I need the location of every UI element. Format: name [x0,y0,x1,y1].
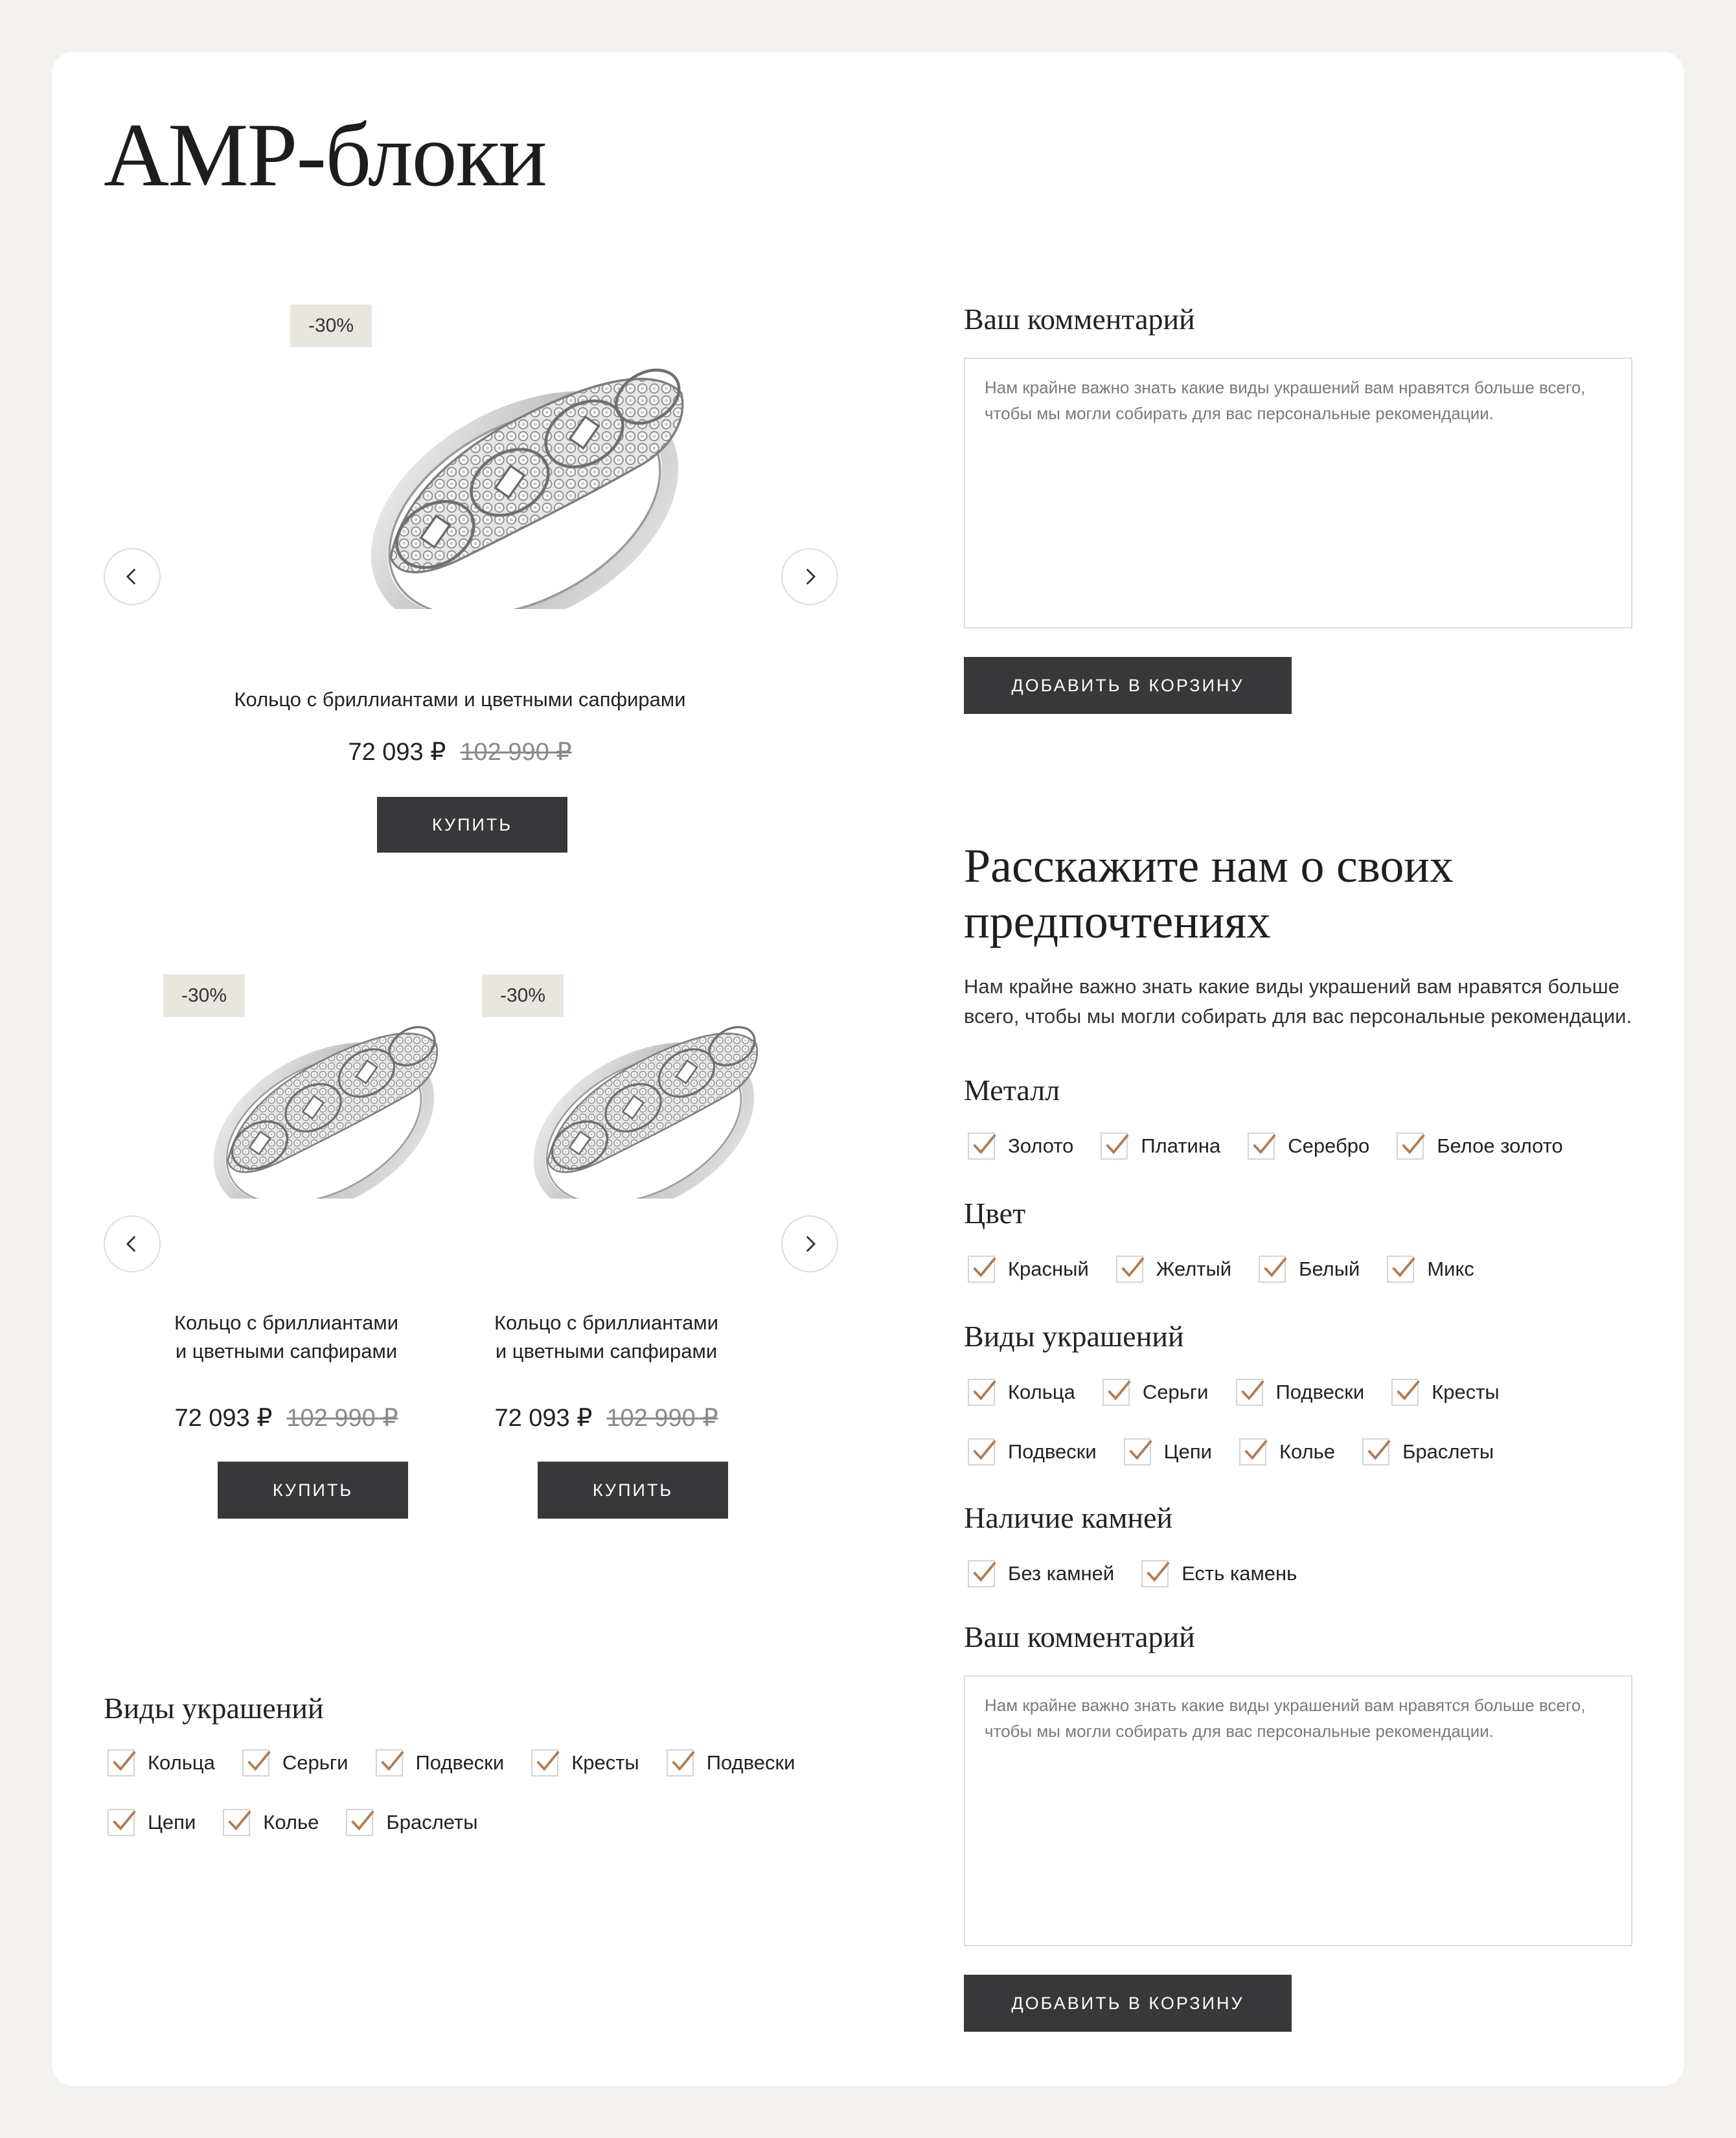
check-icon [969,1436,999,1466]
discount-badge: -30% [290,305,372,347]
metal-options [968,1132,1590,1160]
carousel-next-button[interactable] [781,548,838,605]
checkbox-option[interactable] [968,1132,1073,1160]
checkbox-option[interactable] [1124,1438,1212,1466]
check-icon [244,1747,273,1776]
buy-button[interactable]: КУПИТЬ [377,797,567,853]
filter-row [108,1809,505,1836]
carousel-prev-button[interactable] [104,548,161,605]
checkbox[interactable] [1391,1379,1419,1406]
product-title[interactable]: Кольцо с бриллиантами и цветными сапфирами [234,688,686,711]
types-options [968,1438,1521,1466]
checkbox-option[interactable] [376,1749,505,1776]
checkbox-label: Серьги [1142,1381,1209,1403]
checkbox-label: Без камней [1008,1562,1115,1585]
checkbox-option[interactable] [1102,1379,1209,1406]
check-icon [1249,1130,1279,1160]
checkbox-option[interactable] [1101,1132,1220,1160]
check-icon [377,1747,407,1776]
price-current: 72 093 ₽ [348,739,446,766]
checkbox-label: Подвески [706,1751,795,1774]
checkbox[interactable] [1239,1438,1266,1466]
checkbox-label: Подвески [1008,1440,1097,1463]
check-icon [1364,1436,1393,1466]
checkbox[interactable] [968,1256,995,1283]
checkbox-option[interactable] [1248,1132,1369,1160]
check-icon [532,1747,562,1776]
checkbox[interactable] [968,1438,995,1466]
preferences-description [964,972,1632,1031]
add-to-cart-button[interactable]: ДОБАВИТЬ В КОРЗИНУ [964,657,1292,714]
check-icon [668,1747,698,1776]
checkbox-label: Цепи [148,1811,196,1833]
checkbox[interactable] [242,1749,269,1776]
checkbox-option[interactable] [1387,1256,1474,1283]
metal-heading: Металл [964,1074,1060,1107]
check-icon [1125,1436,1155,1466]
ring-image[interactable] [330,311,719,609]
checkbox-option[interactable] [531,1749,639,1776]
checkbox[interactable] [1141,1560,1169,1587]
carousel-next-button[interactable] [781,1215,838,1272]
checkbox[interactable] [1397,1132,1424,1160]
checkbox-option[interactable] [1362,1438,1494,1466]
price [477,1403,736,1432]
check-icon [1104,1376,1134,1406]
checkbox-label: Красный [1008,1258,1089,1280]
comment-textarea[interactable] [964,1675,1632,1946]
checkbox[interactable] [1387,1256,1414,1283]
checkbox-label: Желтый [1156,1258,1232,1280]
types-options [968,1379,1527,1406]
checkbox-label: Браслеты [386,1811,478,1833]
checkbox-option[interactable] [1141,1560,1297,1587]
product-title[interactable] [157,1309,416,1366]
chevron-left-icon [121,1233,143,1255]
checkbox-label: Золото [1008,1134,1074,1157]
checkbox-label: Серебро [1288,1134,1370,1157]
price-current: 72 093 ₽ [174,1405,273,1432]
checkbox-option[interactable] [968,1379,1075,1406]
product-title-line: и цветными сапфирами [495,1340,718,1362]
product-title-line: и цветными сапфирами [175,1340,398,1362]
check-icon [1240,1436,1270,1466]
checkbox-option[interactable] [223,1809,319,1836]
check-icon [1102,1130,1132,1160]
checkbox[interactable] [1101,1132,1128,1160]
checkbox-option[interactable] [1116,1256,1231,1283]
checkbox-option[interactable] [1259,1256,1360,1283]
chevron-left-icon [121,566,143,588]
checkbox-label: Белое золото [1437,1134,1563,1157]
checkbox[interactable] [223,1809,250,1836]
check-icon [1237,1376,1267,1406]
checkbox-label: Подвески [415,1751,505,1774]
buy-button[interactable]: КУПИТЬ [538,1462,728,1519]
ring-image[interactable] [508,985,780,1199]
carousel-prev-button[interactable] [104,1215,161,1272]
price-old: 102 990 ₽ [286,1405,398,1432]
checkbox-option[interactable] [968,1438,1097,1466]
checkbox[interactable] [346,1809,373,1836]
check-icon [1388,1253,1418,1283]
checkbox[interactable] [1259,1256,1286,1283]
checkbox-option[interactable] [242,1749,348,1776]
check-icon [109,1806,139,1836]
check-icon [1117,1253,1147,1283]
chevron-right-icon [799,1233,821,1255]
check-icon [969,1376,999,1406]
checkbox[interactable] [531,1749,558,1776]
checkbox[interactable] [376,1749,403,1776]
description-line: Нам крайне важно знать какие виды украшений вам нравятся больше [964,975,1620,998]
price [157,1403,416,1432]
discount-badge: -30% [482,974,564,1017]
add-to-cart-button[interactable]: ДОБАВИТЬ В КОРЗИНУ [964,1975,1292,2032]
checkbox-option[interactable] [1236,1379,1365,1406]
color-options [968,1256,1502,1283]
content-card [52,52,1684,2086]
checkbox[interactable] [968,1560,995,1587]
chevron-right-icon [799,566,821,588]
checkbox-label: Микс [1427,1258,1474,1280]
preferences-heading-line: предпочтениях [964,895,1271,948]
checkbox[interactable] [968,1379,995,1406]
check-icon [1398,1130,1428,1160]
check-icon [969,1130,999,1160]
comment-textarea[interactable] [964,358,1632,628]
checkbox-option[interactable] [1391,1379,1500,1406]
checkbox-label: Белый [1299,1258,1360,1280]
checkbox-label: Цепи [1163,1440,1212,1463]
check-icon [969,1558,999,1587]
check-icon [109,1747,139,1776]
ring-image[interactable] [188,985,460,1199]
check-icon [1393,1376,1422,1406]
check-icon [1260,1253,1290,1283]
check-icon [969,1253,999,1283]
checkbox-label: Серьги [282,1751,348,1774]
stones-heading: Наличие камней [964,1501,1173,1534]
checkbox-option[interactable] [667,1749,795,1776]
checkbox[interactable] [1124,1438,1151,1466]
product-title-line: Кольцо с бриллиантами [174,1311,399,1334]
checkbox-label: Кольца [148,1751,215,1774]
checkbox[interactable] [1362,1438,1389,1466]
checkbox[interactable] [108,1809,135,1836]
checkbox-option[interactable] [1239,1438,1335,1466]
checkbox[interactable] [1236,1379,1263,1406]
checkbox-option[interactable] [968,1256,1089,1283]
price-old: 102 990 ₽ [606,1405,718,1432]
checkbox-label: Кресты [571,1751,639,1774]
price-current: 72 093 ₽ [494,1405,593,1432]
product-title[interactable] [477,1309,736,1366]
checkbox[interactable] [1102,1379,1130,1406]
preferences-heading [964,838,1454,950]
checkbox-label: Платина [1141,1134,1221,1157]
checkbox-option[interactable] [108,1809,196,1836]
preferences-heading-line: Расскажите нам о своих [964,840,1454,893]
comment-heading: Ваш комментарий [964,1620,1195,1653]
page-title: АМР-блоки [104,105,546,205]
checkbox-option[interactable] [1397,1132,1563,1160]
types-heading: Виды украшений [964,1320,1184,1353]
checkbox[interactable] [667,1749,694,1776]
checkbox[interactable] [1116,1256,1143,1283]
checkbox-label: Колье [1279,1440,1336,1463]
price [136,737,784,766]
color-heading: Цвет [964,1197,1026,1230]
check-icon [224,1806,254,1836]
check-icon [347,1806,377,1836]
comment-heading: Ваш комментарий [964,303,1195,336]
product-title-line: Кольцо с бриллиантами [494,1311,719,1334]
checkbox-option[interactable] [968,1560,1114,1587]
checkbox-label: Колье [263,1811,319,1833]
discount-badge: -30% [163,974,245,1017]
buy-button[interactable]: КУПИТЬ [218,1462,408,1519]
checkbox-option[interactable] [108,1749,215,1776]
description-line: всего, чтобы мы могли собирать для вас персональные рекомендации. [964,1005,1632,1028]
checkbox-label: Есть камень [1182,1562,1297,1585]
checkbox-label: Подвески [1275,1381,1365,1403]
checkbox-option[interactable] [346,1809,477,1836]
checkbox[interactable] [968,1132,995,1160]
stones-options [968,1560,1324,1587]
check-icon [1143,1558,1172,1587]
checkbox-label: Браслеты [1402,1440,1494,1463]
checkbox[interactable] [1248,1132,1275,1160]
checkbox[interactable] [108,1749,135,1776]
filter-row [108,1749,822,1776]
price-old: 102 990 ₽ [460,739,572,766]
checkbox-label: Кресты [1432,1381,1500,1403]
checkbox-label: Кольца [1008,1381,1075,1403]
filter-heading: Виды украшений [104,1692,324,1725]
